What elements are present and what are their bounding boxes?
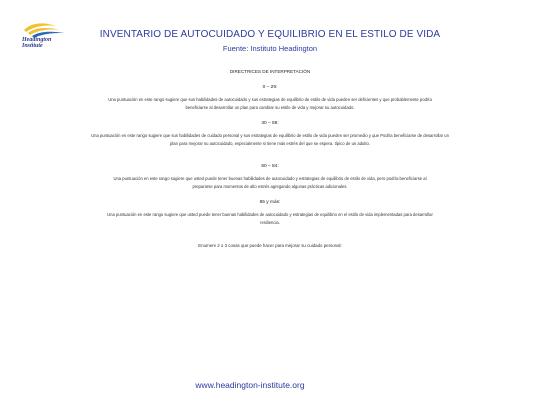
document-title: INVENTARIO DE AUTOCUIDADO Y EQUILIBRIO EN EL ESTILO DE VIDA [99,29,441,40]
logo-line-1: Headington [22,37,52,43]
score-band-0-29 [104,85,436,112]
score-band-85-plus [104,200,436,227]
band-description: Una puntuación en este rango sugiere que usted puede tener buenas habilidades de autocuidado y estrategias de equilibrio en el estilo de vida implementadas para desarrollar resiliencia. [107,212,433,225]
band-description: Una puntuación en este rango sugiere que usted puede tener buenas habilidades de autocuidado y estrategias de equilibrio de estilo de vida, pero podría beneficiarse al prepararse para momentos de alto estrés agregando algunas prácticas adicionales. [113,176,427,189]
band-range: 85 y más: [259,200,281,205]
score-band-30-59 [90,121,450,148]
band-range: 60 – 84: [261,164,279,169]
band-description: Una puntuación en este rango sugiere que sus habilidades de autocuidado y sus estrategias de equilibrio de estilo de vida pueden ser deficientes y que probablemente podría beneficiarse al desarrollar un plan para cambiar su estilo de vida y mejorar su autocuidado. [108,97,432,110]
directives-heading: DIRECTRICES DE INTERPRETACIÓN [229,69,311,74]
logo-line-2: Institute [22,43,43,49]
band-range: 30 – 59: [261,121,279,126]
band-range: 0 – 29: [262,85,278,90]
document-source: Fuente: Instituto Headington [222,44,318,53]
band-description: Una puntuación en este rango sugiere que sus habilidades de cuidado personal y sus estrategias de equilibrio de estilo de vida pueden ser promedio y que Podría beneficiarse de desarrollar un plan para mejorar su autocuidado, especialmente si tiene más estrés del que se espera. típico de un adulto. [91,133,449,146]
footer-website-link[interactable]: www.headington-institute.org [195,380,305,390]
self-care-prompt: Enumere 2 o 3 cosas que puede hacer para mejorar su cuidado personal: [198,243,342,248]
score-band-60-84 [104,164,436,191]
